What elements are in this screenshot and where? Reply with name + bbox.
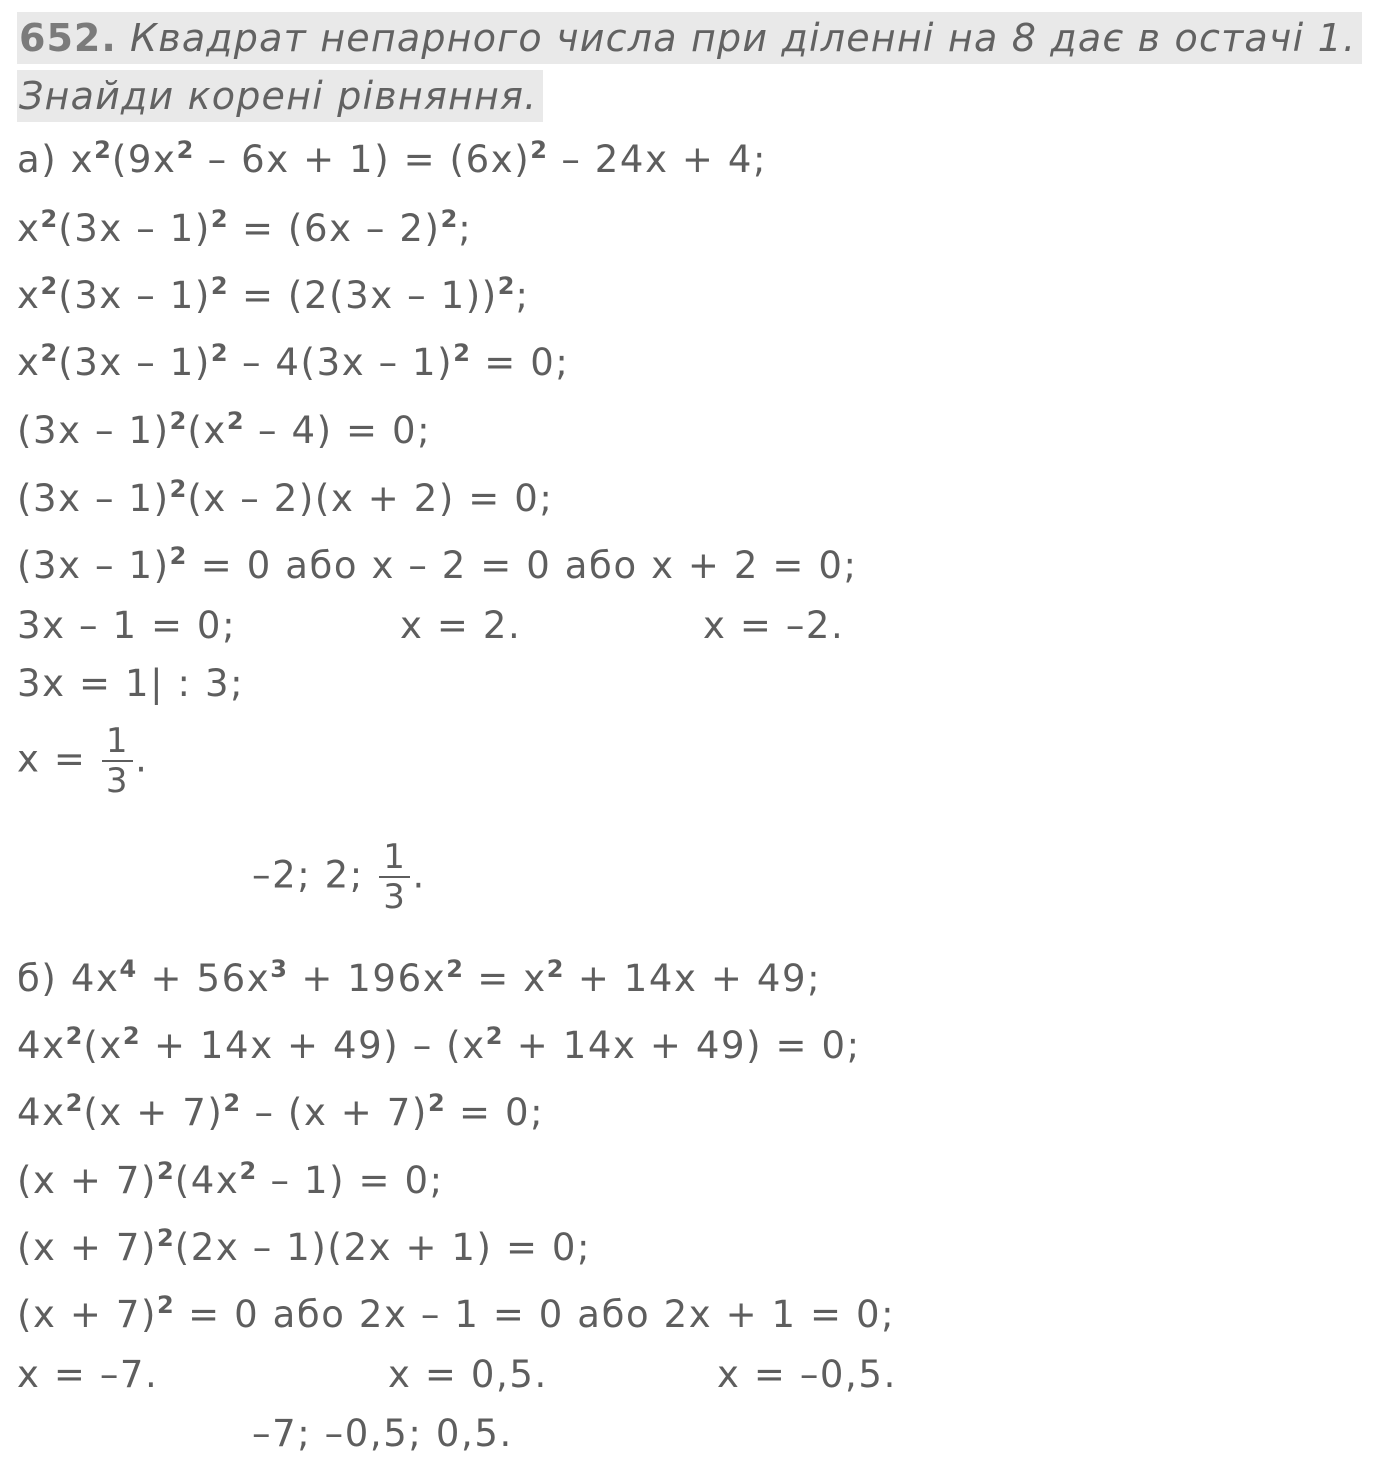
- part-b-line-4: $(x + 7)^2(4x^2 - 1) = 0$;: [17, 1157, 444, 1202]
- part-b-line-2: $4x^2(x^2 + 14x + 49) - (x^2 + 14x + 49) = 0$;: [17, 1022, 861, 1067]
- part-a-line-1: а) $x^2(9x^2 - 6x + 1) = (6x)^2 - 24x + 4$;: [17, 136, 768, 181]
- part-b-line-5: $(x + 7)^2(2x - 1)(2x + 1) = 0$;: [17, 1224, 592, 1269]
- problem-header-line1: [17, 12, 1362, 64]
- part-a-answer: –2; 2; $\frac{1}{3}$ .: [252, 837, 426, 917]
- problem-task: Знайди корені рівняння.: [19, 74, 538, 118]
- part-a-line-4: $x^2(3x - 1)^2 - 4(3x - 1)^2 = 0$;: [17, 339, 570, 384]
- part-a-line-8-col1: 3x – 1 = 0;: [17, 604, 237, 647]
- part-a-line-3: $x^2(3x - 1)^2 = (2(3x - 1))^2$;: [17, 272, 530, 317]
- part-b-line-7-col1: x = –7.: [17, 1353, 159, 1396]
- part-a-line-8-col2: x = 2.: [400, 604, 522, 647]
- part-b-line-7-col3: x = –0,5.: [717, 1353, 897, 1396]
- part-a-line-5: $(3x - 1)^2(x^2 - 4) = 0$;: [17, 407, 432, 452]
- part-a-line-9: 3x = 1| : 3;: [17, 662, 245, 705]
- part-b-line-3: $4x^2(x + 7)^2 - (x + 7)^2 = 0$;: [17, 1089, 545, 1134]
- part-a-line-8-col3: x = –2.: [703, 604, 845, 647]
- part-b-answer: –7; –0,5; 0,5.: [252, 1412, 513, 1455]
- problem-statement: Квадрат непарного числа при діленні на 8 дає в остачі 1.: [130, 16, 1357, 60]
- fraction-one-third: $\frac{1}{3}$: [102, 722, 133, 800]
- part-a-line-6: (3x – 1)$^2$(x – 2)(x + 2) = 0;: [17, 475, 554, 520]
- part-b-line-7-col2: x = 0,5.: [388, 1353, 548, 1396]
- answer-fraction-one-third: $\frac{1}{3}$: [379, 838, 410, 916]
- problem-header-line2: [17, 70, 543, 122]
- part-b-line-6: $(x + 7)^2 = 0$ або 2x – 1 = 0 або 2x + 1 = 0;: [17, 1291, 896, 1336]
- problem-number: 652.: [19, 16, 117, 60]
- part-a-line-2: $x^2(3x - 1)^2 = (6x - 2)^2$;: [17, 205, 473, 250]
- part-a-line-7: (3x – 1)$^2$ = 0 або x – 2 = 0 або x + 2 = 0;: [17, 542, 858, 587]
- part-a-line-10: x = $\frac{1}{3}$ .: [17, 721, 149, 801]
- part-b-line-1: б) $4x^4 + 56x^3 + 196x^2 = x^2 + 14x + 49$;: [17, 955, 822, 1000]
